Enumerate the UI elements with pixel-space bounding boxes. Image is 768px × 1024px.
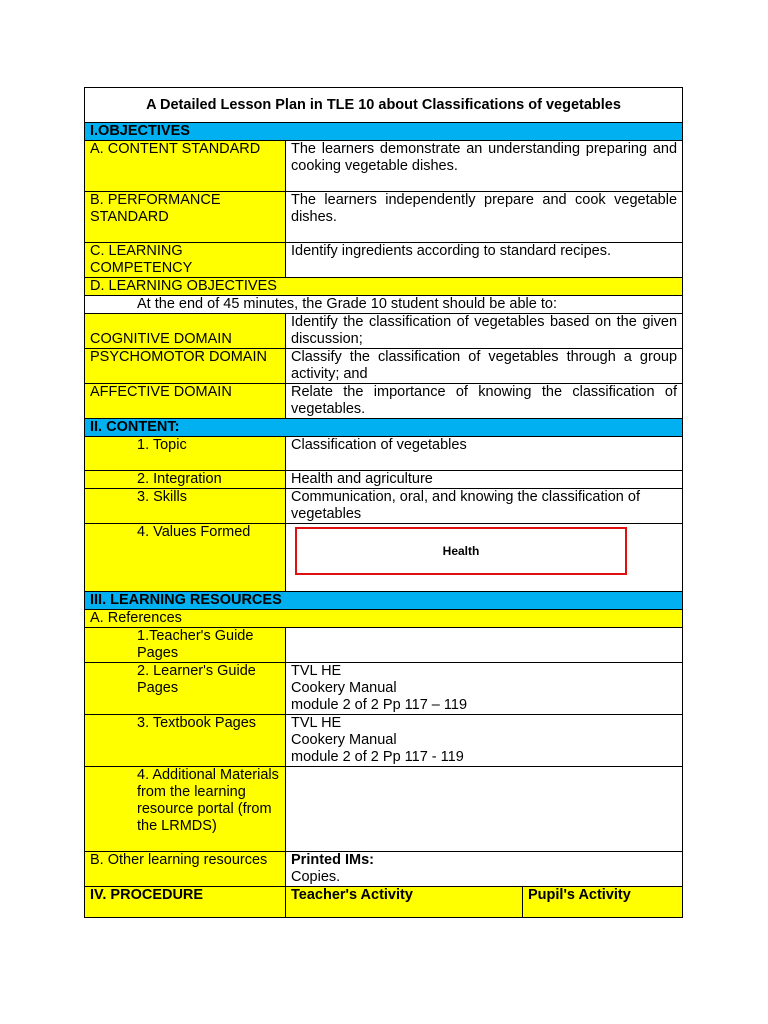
skills-row — [85, 489, 683, 524]
other-resources-label: B. Other learning resources — [85, 852, 286, 887]
learning-competency-text: Identify ingredients according to standard recipes. — [286, 243, 683, 278]
psychomotor-text: Classify the classification of vegetables through a group activity; and — [286, 349, 683, 384]
textbook-row — [85, 715, 683, 767]
textbook-text: TVL HE Cookery Manual module 2 of 2 Pp 117 - 119 — [286, 715, 683, 767]
learners-guide-text: TVL HE Cookery Manual module 2 of 2 Pp 117 – 119 — [286, 663, 683, 715]
values-text: Health — [442, 543, 480, 558]
procedure-header: IV. PROCEDURE — [85, 887, 286, 918]
learning-competency-label: C. LEARNING COMPETENCY — [85, 243, 286, 278]
learners-guide-label: 2. Learner's Guide Pages — [85, 663, 286, 715]
values-row — [85, 524, 683, 592]
integration-label: 2. Integration — [85, 471, 286, 489]
learning-competency-row — [85, 243, 683, 278]
affective-label: AFFECTIVE DOMAIN — [85, 384, 286, 419]
performance-standard-row — [85, 192, 683, 243]
additional-materials-label: 4. Additional Materials from the learning resource portal (from the LRMDS) — [85, 767, 286, 852]
content-standard-row — [85, 141, 683, 192]
teachers-guide-row — [85, 628, 683, 663]
skills-text: Communication, oral, and knowing the classification of vegetables — [286, 489, 683, 524]
printed-ims-heading: Printed IMs: — [291, 852, 374, 868]
procedure-header-row — [85, 887, 683, 918]
lesson-plan-table — [84, 87, 683, 918]
performance-standard-label: B. PERFORMANCE STANDARD — [85, 192, 286, 243]
cognitive-row — [85, 314, 683, 349]
pupils-activity-header: Pupil's Activity — [523, 887, 683, 918]
title-row — [85, 88, 683, 123]
content-header: II. CONTENT: — [85, 419, 683, 437]
resources-header-row — [85, 592, 683, 610]
skills-label: 3. Skills — [85, 489, 286, 524]
topic-text: Classification of vegetables — [286, 437, 683, 471]
document-title: A Detailed Lesson Plan in TLE 10 about Classifications of vegetables — [85, 88, 683, 123]
other-resources-row — [85, 852, 683, 887]
affective-row — [85, 384, 683, 419]
printed-ims-text: Copies. — [291, 869, 341, 885]
values-label: 4. Values Formed — [85, 524, 286, 592]
content-header-row — [85, 419, 683, 437]
psychomotor-row — [85, 349, 683, 384]
references-header: A. References — [85, 610, 683, 628]
objectives-header-row — [85, 123, 683, 141]
learners-guide-row — [85, 663, 683, 715]
references-header-row — [85, 610, 683, 628]
content-standard-text: The learners demonstrate an understanding preparing and cooking vegetable dishes. — [286, 141, 683, 192]
integration-row — [85, 471, 683, 489]
performance-standard-text: The learners independently prepare and cook vegetable dishes. — [286, 192, 683, 243]
additional-materials-row — [85, 767, 683, 852]
learning-objectives-header-row — [85, 278, 683, 296]
teachers-guide-label: 1.Teacher's Guide Pages — [85, 628, 286, 663]
additional-materials-text — [286, 767, 683, 852]
values-cell — [286, 524, 683, 592]
cognitive-label: COGNITIVE DOMAIN — [85, 314, 286, 349]
content-standard-label: A. CONTENT STANDARD — [85, 141, 286, 192]
topic-label: 1. Topic — [85, 437, 286, 471]
affective-text: Relate the importance of knowing the classification of vegetables. — [286, 384, 683, 419]
learning-objectives-header: D. LEARNING OBJECTIVES — [85, 278, 683, 296]
integration-text: Health and agriculture — [286, 471, 683, 489]
objectives-intro-row — [85, 296, 683, 314]
psychomotor-label: PSYCHOMOTOR DOMAIN — [85, 349, 286, 384]
teachers-guide-text — [286, 628, 683, 663]
topic-row — [85, 437, 683, 471]
objectives-header: I.OBJECTIVES — [85, 123, 683, 141]
other-resources-cell — [286, 852, 683, 887]
teachers-activity-header: Teacher's Activity — [286, 887, 523, 918]
cognitive-text: Identify the classification of vegetables based on the given discussion; — [286, 314, 683, 349]
textbook-label: 3. Textbook Pages — [85, 715, 286, 767]
values-box — [295, 527, 627, 575]
objectives-intro: At the end of 45 minutes, the Grade 10 student should be able to: — [85, 296, 683, 314]
resources-header: III. LEARNING RESOURCES — [85, 592, 683, 610]
